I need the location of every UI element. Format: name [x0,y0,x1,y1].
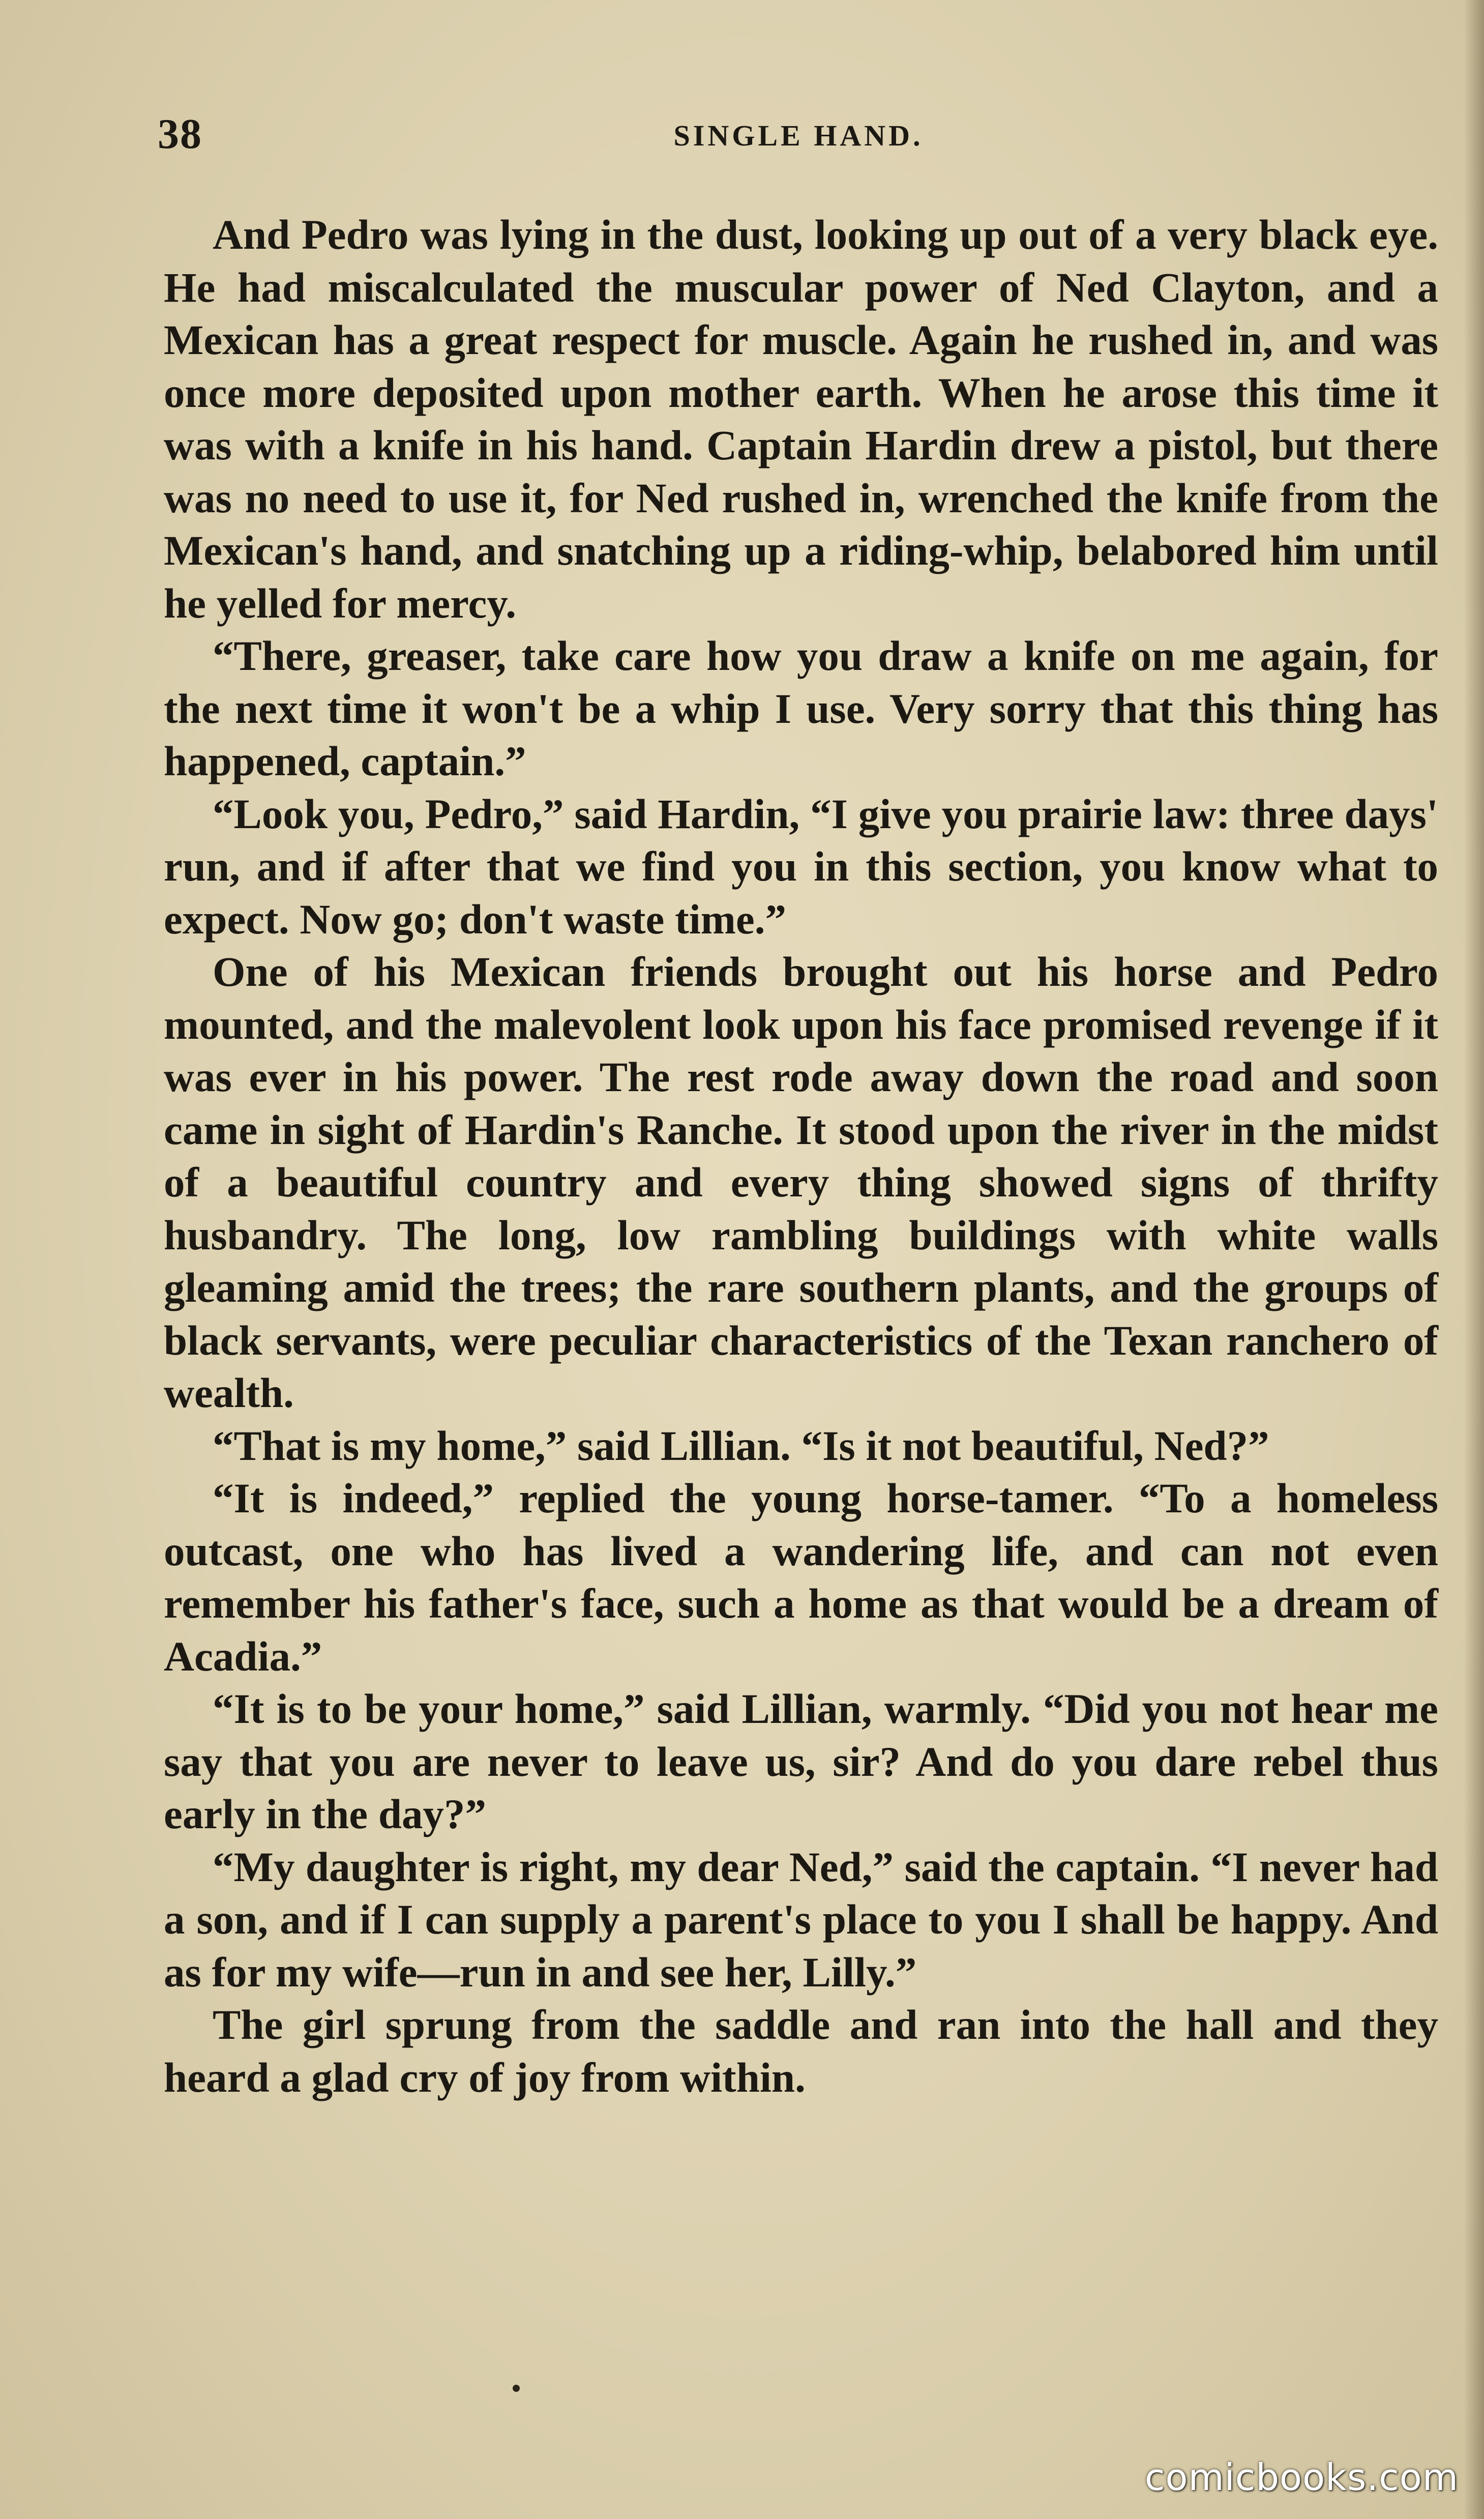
paragraph: “It is indeed,” replied the young horse-tamer. “To a homeless outcast, one who has lived a wandering life, and can not even remember his father's face, such a home as that would be a dream of Acadia.” [164,1475,1438,1680]
paragraph: “Look you, Pedro,” said Hardin, “I give you prairie law: three days' run, and if after that we find you in this section, you know what to expect. Now go; don't waste time.” [164,790,1438,943]
running-head: SINGLE HAND. [673,119,924,152]
paragraph: And Pedro was lying in the dust, looking up out of a very black eye. He had miscalculated the muscular power of Ned Clayton, and a Mexican has a great respect for muscle. Again he rushed in, and was once more deposited upon mother earth. When he arose this time it was with a knife in his hand. Captain Hardin drew a pistol, but there was no need to use it, for Ned rushed in, wrenched the knife from the Mexican's hand, and snatching up a riding-whip, belabored him until he yelled for mercy. [164,211,1438,627]
page-spine-shadow [1464,0,1484,2519]
paragraph: “My daughter is right, my dear Ned,” said the captain. “I never had a son, and if I can supply a parent's place to you I shall be happy. And as for my wife—run in and see her, Lilly.” [164,1843,1438,1996]
page-header [158,109,1439,170]
paragraph: The girl sprung from the saddle and ran into the hall and they heard a glad cry of joy from within. [164,2001,1438,2101]
paragraph: “It is to be your home,” said Lillian, warmly. “Did you not hear me say that you are never to leave us, sir? And do you dare rebel thus early in the day?” [164,1685,1438,1837]
ink-dot [513,2385,520,2392]
paragraph: “There, greaser, take care how you draw a knife on me again, for the next time it won't be a whip I use. Very sorry that this thing has happened, captain.” [164,632,1438,784]
watermark: comicbooks.com [1144,2456,1459,2499]
page-number: 38 [158,110,202,158]
paragraph: One of his Mexican friends brought out his horse and Pedro mounted, and the malevolent look upon his face promised revenge if it was ever in his power. The rest rode away down the road and soon came in sight of Hardin's Ranche. It stood upon the river in the midst of a beautiful country and every thing showed signs of thrifty husbandry. The long, low rambling buildings with white walls gleaming amid the trees; the rare southern plants, and the groups of black servants, were peculiar characteristics of the Texan ranchero of wealth. [164,948,1438,1416]
body-text [164,209,1438,2104]
paragraph: “That is my home,” said Lillian. “Is it not beautiful, Ned?” [213,1422,1269,1469]
